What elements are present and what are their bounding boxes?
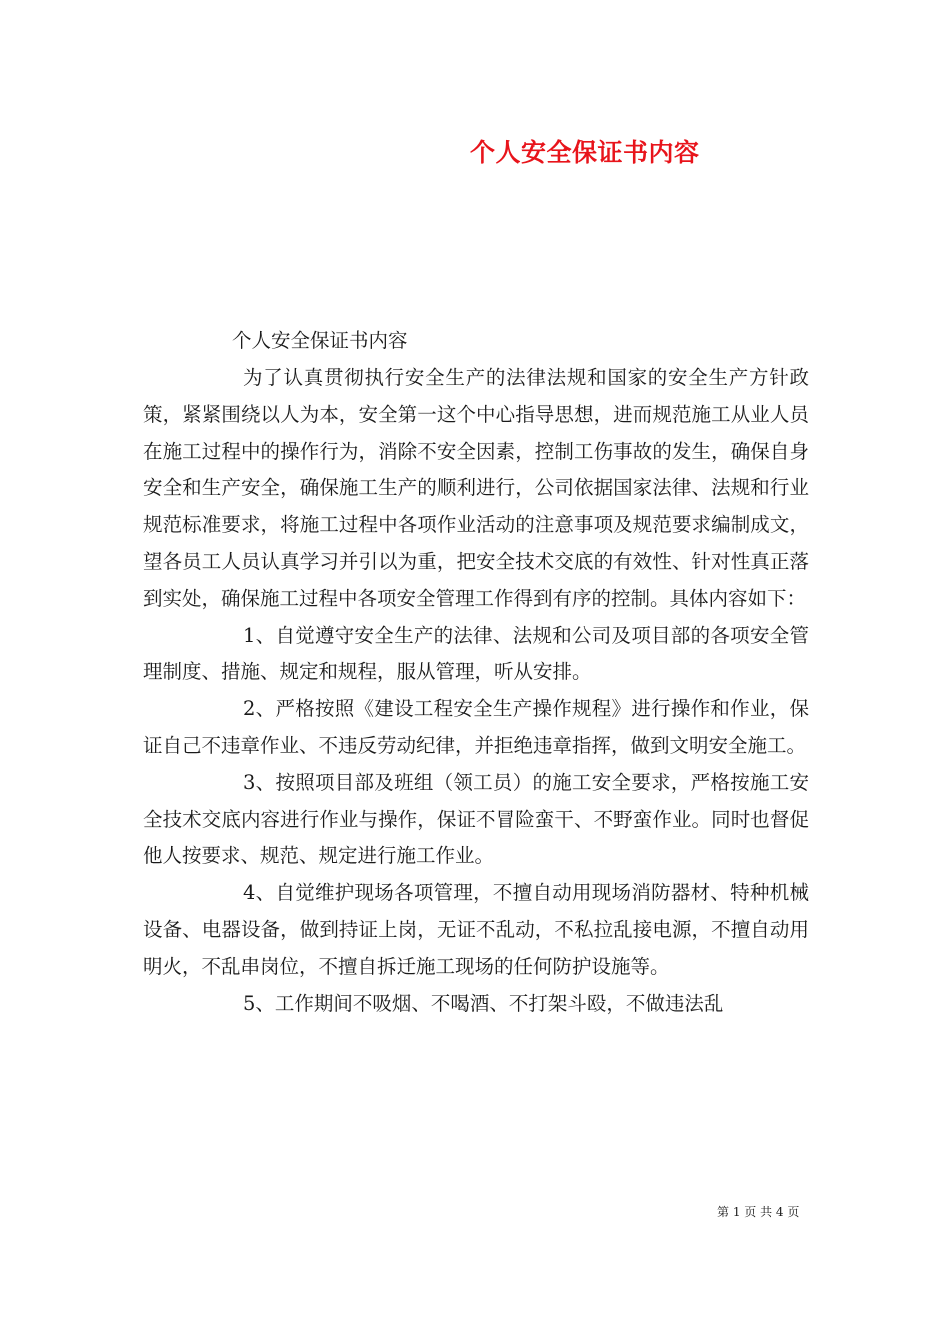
page-number-footer: 第 1 页 共 4 页	[717, 1205, 800, 1219]
document-subtitle: 个人安全保证书内容	[232, 329, 408, 352]
paragraph-intro: 为了认真贯彻执行安全生产的法律法规和国家的安全生产方针政策，紧紧围绕以人为本，安全第一这个中心指导思想，进而规范施工从业人员在施工过程中的操作行为，消除不安全因素，控制工伤事故的发生，确保自身安全和生产安全，确保施工生产的顺利进行，公司依据国家法律、法规和行业规范标准要求，将施工过程中各项作业活动的注意事项及规范要求编制成文，望各员工人员认真学习并引以为重，把安全技术交底的有效性、针对性真正落到实处，确保施工过程中各项安全管理工作得到有序的控制。具体内容如下：	[143, 366, 809, 610]
paragraph-item-4: 4、自觉维护现场各项管理，不擅自动用现场消防器材、特种机械设备、电器设备，做到持证上岗，无证不乱动，不私拉乱接电源，不擅自动用明火，不乱串岗位，不擅自拆迁施工现场的任何防护设施等。	[143, 881, 809, 978]
paragraph-item-5: 5、工作期间不吸烟、不喝酒、不打架斗殴，不做违法乱	[243, 991, 724, 1015]
paragraph-item-2: 2、严格按照《建设工程安全生产操作规程》进行操作和作业，保证自己不违章作业、不违反劳动纪律，并拒绝违章指挥，做到文明安全施工。	[143, 697, 809, 757]
paragraph-item-1: 1、自觉遵守安全生产的法律、法规和公司及项目部的各项安全管理制度、措施、规定和规程，服从管理，听从安排。	[143, 623, 809, 684]
document-body	[143, 360, 809, 1022]
paragraph-item-3: 3、按照项目部及班组（领工员）的施工安全要求，严格按施工安全技术交底内容进行作业与操作，保证不冒险蛮干、不野蛮作业。同时也督促他人按要求、规范、规定进行施工作业。	[143, 770, 809, 868]
page-title: 个人安全保证书内容	[470, 138, 700, 167]
